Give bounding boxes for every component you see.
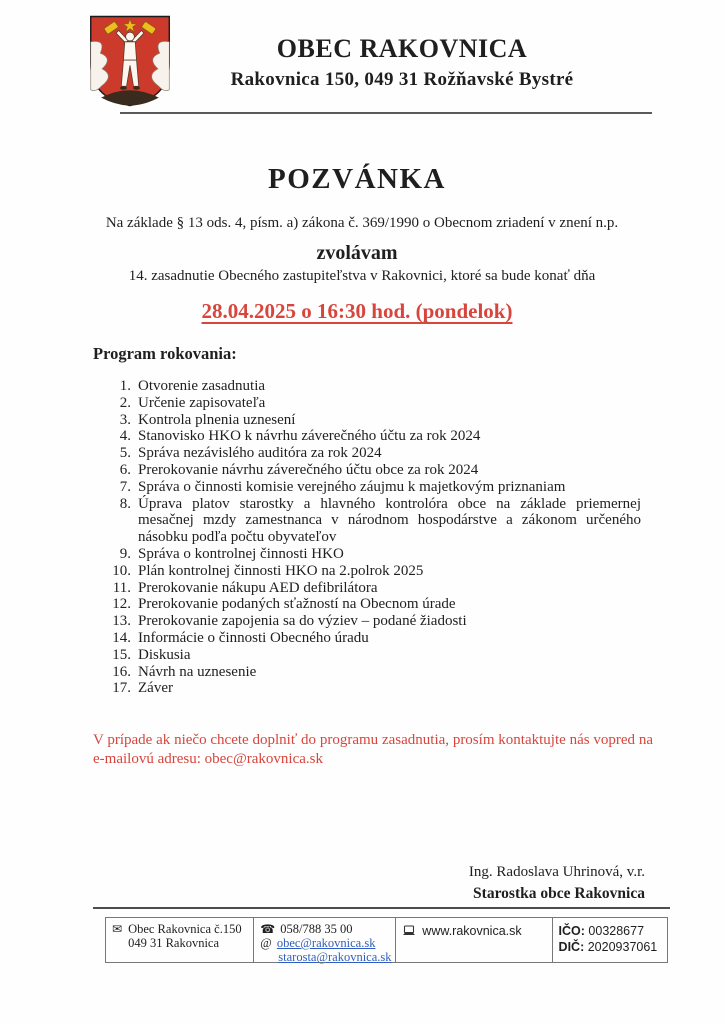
convene-word: zvolávam — [316, 242, 398, 264]
signature-block — [469, 864, 645, 903]
agenda-item — [105, 596, 641, 613]
agenda-item-number: 14. — [112, 629, 131, 646]
agenda-item-text: Úprava platov starostky a hlavného kontrolóra obce na základe priemernej mesačnej mzdy zamestnanca v národnom hospodárstve a zákonom určeného násobku podľa počtu obyvateľov — [138, 495, 641, 546]
agenda-item — [105, 613, 641, 630]
agenda-item-text: Určenie zapisovateľa — [138, 394, 266, 411]
footer-website-cell — [395, 918, 551, 962]
agenda-item — [105, 563, 641, 580]
agenda-item-text: Stanovisko HKO k návrhu záverečného účtu za rok 2024 — [138, 428, 481, 445]
agenda-item-number: 5. — [119, 445, 131, 462]
contact-note: V prípade ak niečo chcete doplniť do programu zasadnutia, prosím kontaktujte nás vopred na e-mailovú adresu: obec@rakovnica.sk — [93, 732, 653, 767]
agenda-item — [105, 630, 641, 647]
agenda-item-text: Prerokovanie nákupu AED defibrilátora — [138, 579, 378, 596]
agenda-item — [105, 496, 641, 546]
document-title: POZVÁNKA — [268, 163, 446, 195]
footer-contact-table — [105, 917, 668, 963]
agenda-item — [105, 428, 641, 445]
agenda-heading: Program rokovania: — [93, 344, 237, 363]
agenda-item-text: Prerokovanie zapojenia sa do výziev – podané žiadosti — [138, 613, 467, 630]
org-name: OBEC RAKOVNICA — [276, 34, 528, 63]
agenda-item-number: 15. — [112, 646, 131, 663]
agenda-item-number: 4. — [119, 428, 131, 445]
agenda-item-number: 8. — [119, 495, 131, 512]
agenda-item — [105, 395, 641, 412]
agenda-item-number: 2. — [119, 394, 131, 411]
letterhead — [80, 34, 724, 91]
footer-registry-cell — [552, 918, 667, 962]
agenda-item-number: 7. — [119, 478, 131, 495]
signatory-name: Ing. Radoslava Uhrinová, v.r. — [468, 864, 645, 880]
agenda-item — [105, 479, 641, 496]
footer-website: www.rakovnica.sk — [422, 924, 522, 938]
agenda-item — [105, 680, 641, 697]
footer-divider — [93, 907, 670, 909]
agenda-item-text: Záver — [138, 680, 173, 697]
agenda-item — [105, 647, 641, 664]
agenda-item-number: 1. — [119, 378, 131, 394]
footer-address-line2: 049 31 Rakovnica — [128, 936, 220, 950]
phone-icon: ☎ — [260, 922, 276, 936]
agenda-item-text: Návrh na uznesenie — [138, 663, 257, 680]
footer-phone-email-cell — [253, 918, 395, 962]
dic-value: 2020937061 — [587, 940, 658, 954]
agenda-item-text: Kontrola plnenia uznesení — [138, 411, 296, 428]
agenda-item-text: Správa o kontrolnej činnosti HKO — [138, 545, 344, 562]
footer-phone: 058/788 35 00 — [280, 922, 353, 936]
ico-label: IČO: — [558, 924, 585, 938]
agenda-item-text: Prerokovanie návrhu záverečného účtu obce za rok 2024 — [138, 461, 479, 478]
agenda-item-number: 16. — [112, 663, 131, 680]
agenda-item — [105, 445, 641, 462]
dic-label: DIČ: — [558, 940, 585, 954]
agenda-item-number: 13. — [112, 613, 131, 630]
agenda-item — [105, 412, 641, 429]
agenda-list — [105, 378, 641, 697]
at-icon: @ — [260, 936, 272, 950]
agenda-item — [105, 462, 641, 479]
ico-value: 00328677 — [588, 924, 645, 938]
signatory-title: Starostka obce Rakovnica — [473, 885, 645, 902]
agenda-item-text: Informácie o činnosti Obecného úradu — [138, 629, 369, 646]
footer-email-obec[interactable]: obec@rakovnica.sk — [276, 936, 376, 950]
agenda-item-number: 9. — [119, 545, 131, 562]
agenda-item-number: 17. — [112, 680, 131, 697]
footer-email-starosta[interactable]: starosta@rakovnica.sk — [278, 950, 392, 964]
meeting-datetime: 28.04.2025 o 16:30 hod. (pondelok) — [201, 299, 513, 323]
agenda-item-text: Správa nezávislého auditóra za rok 2024 — [138, 445, 382, 462]
org-address: Rakovnica 150, 049 31 Rožňavské Bystré — [230, 69, 574, 90]
agenda-item-number: 10. — [112, 562, 131, 579]
footer-address-line1: Obec Rakovnica č.150 — [128, 922, 242, 936]
agenda-item-number: 6. — [119, 461, 131, 478]
agenda-item-number: 12. — [112, 596, 131, 613]
envelope-icon: ✉ — [112, 922, 123, 936]
header-divider — [120, 112, 652, 114]
footer-address-cell — [106, 918, 253, 962]
agenda-item-text: Otvorenie zasadnutia — [138, 378, 266, 394]
agenda-item-text: Diskusia — [138, 646, 191, 663]
agenda-item — [105, 378, 641, 395]
agenda-item-text: Prerokovanie podaných sťažností na Obecnom úrade — [138, 596, 456, 613]
agenda-item — [105, 546, 641, 563]
computer-icon — [402, 925, 416, 937]
session-line: 14. zasadnutie Obecného zastupiteľstva v Rakovnici, ktoré sa bude konať dňa — [128, 268, 596, 284]
agenda-item — [105, 664, 641, 681]
legal-basis-line: Na základe § 13 ods. 4, písm. a) zákona č. 369/1990 o Obecnom zriadení v znení n.p. — [105, 215, 619, 231]
agenda-item-number: 3. — [119, 411, 131, 428]
agenda-item-text: Správa o činnosti komisie verejného záujmu k majetkovým priznaniam — [138, 478, 566, 495]
agenda-item-text: Plán kontrolnej činnosti HKO na 2.polrok 2025 — [138, 562, 424, 579]
agenda-item — [105, 580, 641, 597]
agenda-item-number: 11. — [112, 579, 131, 596]
